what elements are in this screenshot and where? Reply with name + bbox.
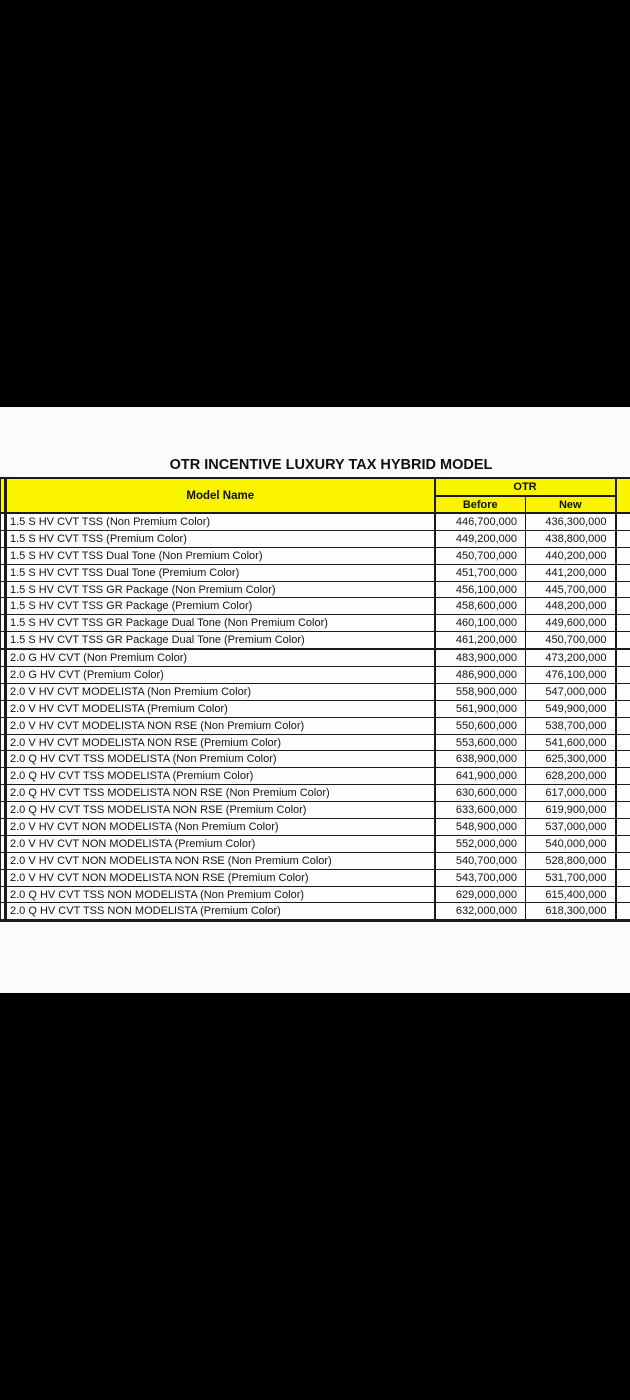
new-price-cell: 538,700,000 <box>526 717 616 734</box>
new-price-cell: 449,600,000 <box>526 615 616 632</box>
right-edge-cell <box>616 530 630 547</box>
model-name-cell: 1.5 S HV CVT TSS GR Package (Premium Color) <box>6 598 435 615</box>
right-edge-cell <box>616 852 630 869</box>
model-name-cell: 2.0 Q HV CVT TSS MODELISTA NON RSE (Non Premium Color) <box>6 785 435 802</box>
table-row <box>1 734 630 751</box>
before-price-cell: 548,900,000 <box>435 819 526 836</box>
model-name-cell: 1.5 S HV CVT TSS GR Package Dual Tone (Non Premium Color) <box>6 615 435 632</box>
model-name-cell: 2.0 V HV CVT NON MODELISTA NON RSE (Non Premium Color) <box>6 852 435 869</box>
model-name-cell: 2.0 Q HV CVT TSS NON MODELISTA (Non Premium Color) <box>6 886 435 903</box>
model-name-cell: 1.5 S HV CVT TSS Dual Tone (Non Premium Color) <box>6 547 435 564</box>
before-price-cell: 450,700,000 <box>435 547 526 564</box>
table-row <box>1 903 630 921</box>
new-price-cell: 617,000,000 <box>526 785 616 802</box>
before-price-cell: 446,700,000 <box>435 513 526 530</box>
table-row <box>1 802 630 819</box>
new-price-cell: 619,900,000 <box>526 802 616 819</box>
right-edge-cell <box>616 667 630 684</box>
new-price-cell: 476,100,000 <box>526 667 616 684</box>
model-name-cell: 2.0 V HV CVT NON MODELISTA (Premium Color) <box>6 835 435 852</box>
right-edge-cell <box>616 717 630 734</box>
right-edge-cell <box>616 819 630 836</box>
model-name-cell: 2.0 V HV CVT MODELISTA NON RSE (Non Premium Color) <box>6 717 435 734</box>
new-price-cell: 441,200,000 <box>526 564 616 581</box>
before-price-cell: 641,900,000 <box>435 768 526 785</box>
before-price-cell: 552,000,000 <box>435 835 526 852</box>
table-row <box>1 835 630 852</box>
right-edge-cell <box>616 615 630 632</box>
table-row <box>1 598 630 615</box>
model-name-cell: 1.5 S HV CVT TSS GR Package (Non Premium Color) <box>6 581 435 598</box>
table-row <box>1 700 630 717</box>
before-price-cell: 460,100,000 <box>435 615 526 632</box>
table-row <box>1 768 630 785</box>
table-row <box>1 751 630 768</box>
before-price-cell: 486,900,000 <box>435 667 526 684</box>
before-price-cell: 458,600,000 <box>435 598 526 615</box>
new-price-cell: 541,600,000 <box>526 734 616 751</box>
new-price-cell: 531,700,000 <box>526 869 616 886</box>
table-header <box>1 478 630 513</box>
table-row <box>1 683 630 700</box>
new-price-cell: 540,000,000 <box>526 835 616 852</box>
new-price-cell: 436,300,000 <box>526 513 616 530</box>
new-price-cell: 537,000,000 <box>526 819 616 836</box>
right-edge-cell <box>616 751 630 768</box>
page-title: OTR INCENTIVE LUXURY TAX HYBRID MODEL <box>169 457 493 473</box>
column-header-new: New <box>526 496 616 513</box>
before-price-cell: 543,700,000 <box>435 869 526 886</box>
right-edge-cell <box>616 564 630 581</box>
new-price-cell: 445,700,000 <box>526 581 616 598</box>
new-price-cell: 450,700,000 <box>526 632 616 649</box>
right-edge-cell <box>616 598 630 615</box>
model-name-cell: 2.0 V HV CVT NON MODELISTA NON RSE (Premium Color) <box>6 869 435 886</box>
before-price-cell: 632,000,000 <box>435 903 526 921</box>
model-name-cell: 2.0 Q HV CVT TSS MODELISTA (Premium Color) <box>6 768 435 785</box>
model-name-cell: 1.5 S HV CVT TSS (Premium Color) <box>6 530 435 547</box>
table-row <box>1 547 630 564</box>
model-name-cell: 2.0 Q HV CVT TSS NON MODELISTA (Premium Color) <box>6 903 435 921</box>
right-edge-header-cell <box>616 478 630 513</box>
before-price-cell: 456,100,000 <box>435 581 526 598</box>
right-edge-cell <box>616 785 630 802</box>
right-edge-cell <box>616 886 630 903</box>
table-row <box>1 717 630 734</box>
model-name-cell: 2.0 V HV CVT MODELISTA NON RSE (Premium Color) <box>6 734 435 751</box>
model-name-cell: 2.0 V HV CVT NON MODELISTA (Non Premium Color) <box>6 819 435 836</box>
model-name-cell: 2.0 G HV CVT (Non Premium Color) <box>6 649 435 666</box>
new-price-cell: 547,000,000 <box>526 683 616 700</box>
before-price-cell: 629,000,000 <box>435 886 526 903</box>
new-price-cell: 625,300,000 <box>526 751 616 768</box>
table-row <box>1 513 630 530</box>
model-name-cell: 2.0 Q HV CVT TSS MODELISTA NON RSE (Premium Color) <box>6 802 435 819</box>
right-edge-cell <box>616 683 630 700</box>
column-header-model-name: Model Name <box>6 478 435 513</box>
right-edge-cell <box>616 768 630 785</box>
before-price-cell: 451,700,000 <box>435 564 526 581</box>
right-edge-cell <box>616 649 630 666</box>
before-price-cell: 540,700,000 <box>435 852 526 869</box>
new-price-cell: 615,400,000 <box>526 886 616 903</box>
right-edge-cell <box>616 581 630 598</box>
table-row <box>1 852 630 869</box>
table-row <box>1 564 630 581</box>
before-price-cell: 633,600,000 <box>435 802 526 819</box>
new-price-cell: 628,200,000 <box>526 768 616 785</box>
table-row <box>1 632 630 649</box>
new-price-cell: 448,200,000 <box>526 598 616 615</box>
right-edge-cell <box>616 835 630 852</box>
right-edge-cell <box>616 513 630 530</box>
price-table <box>0 477 630 922</box>
model-name-cell: 1.5 S HV CVT TSS (Non Premium Color) <box>6 513 435 530</box>
right-edge-cell <box>616 632 630 649</box>
before-price-cell: 461,200,000 <box>435 632 526 649</box>
before-price-cell: 449,200,000 <box>435 530 526 547</box>
model-name-cell: 2.0 V HV CVT MODELISTA (Non Premium Color) <box>6 683 435 700</box>
column-header-before: Before <box>435 496 526 513</box>
column-group-header-otr: OTR <box>435 478 616 496</box>
right-edge-cell <box>616 734 630 751</box>
new-price-cell: 440,200,000 <box>526 547 616 564</box>
price-table-body <box>1 513 630 921</box>
right-edge-cell <box>616 802 630 819</box>
model-name-cell: 2.0 Q HV CVT TSS MODELISTA (Non Premium Color) <box>6 751 435 768</box>
bottom-letterbox <box>0 993 630 1400</box>
model-name-cell: 2.0 G HV CVT (Premium Color) <box>6 667 435 684</box>
right-edge-cell <box>616 903 630 921</box>
table-row <box>1 869 630 886</box>
table-row <box>1 785 630 802</box>
before-price-cell: 558,900,000 <box>435 683 526 700</box>
new-price-cell: 438,800,000 <box>526 530 616 547</box>
right-edge-cell <box>616 700 630 717</box>
table-row <box>1 819 630 836</box>
table-row <box>1 530 630 547</box>
table-row <box>1 581 630 598</box>
before-price-cell: 483,900,000 <box>435 649 526 666</box>
before-price-cell: 550,600,000 <box>435 717 526 734</box>
before-price-cell: 638,900,000 <box>435 751 526 768</box>
document-page <box>0 407 630 993</box>
table-row <box>1 649 630 666</box>
table-row <box>1 615 630 632</box>
top-letterbox <box>0 0 630 407</box>
new-price-cell: 549,900,000 <box>526 700 616 717</box>
model-name-cell: 2.0 V HV CVT MODELISTA (Premium Color) <box>6 700 435 717</box>
model-name-cell: 1.5 S HV CVT TSS Dual Tone (Premium Color) <box>6 564 435 581</box>
new-price-cell: 618,300,000 <box>526 903 616 921</box>
table-row <box>1 886 630 903</box>
table-row <box>1 667 630 684</box>
before-price-cell: 630,600,000 <box>435 785 526 802</box>
model-name-cell: 1.5 S HV CVT TSS GR Package Dual Tone (Premium Color) <box>6 632 435 649</box>
before-price-cell: 553,600,000 <box>435 734 526 751</box>
new-price-cell: 528,800,000 <box>526 852 616 869</box>
right-edge-cell <box>616 869 630 886</box>
right-edge-cell <box>616 547 630 564</box>
before-price-cell: 561,900,000 <box>435 700 526 717</box>
new-price-cell: 473,200,000 <box>526 649 616 666</box>
